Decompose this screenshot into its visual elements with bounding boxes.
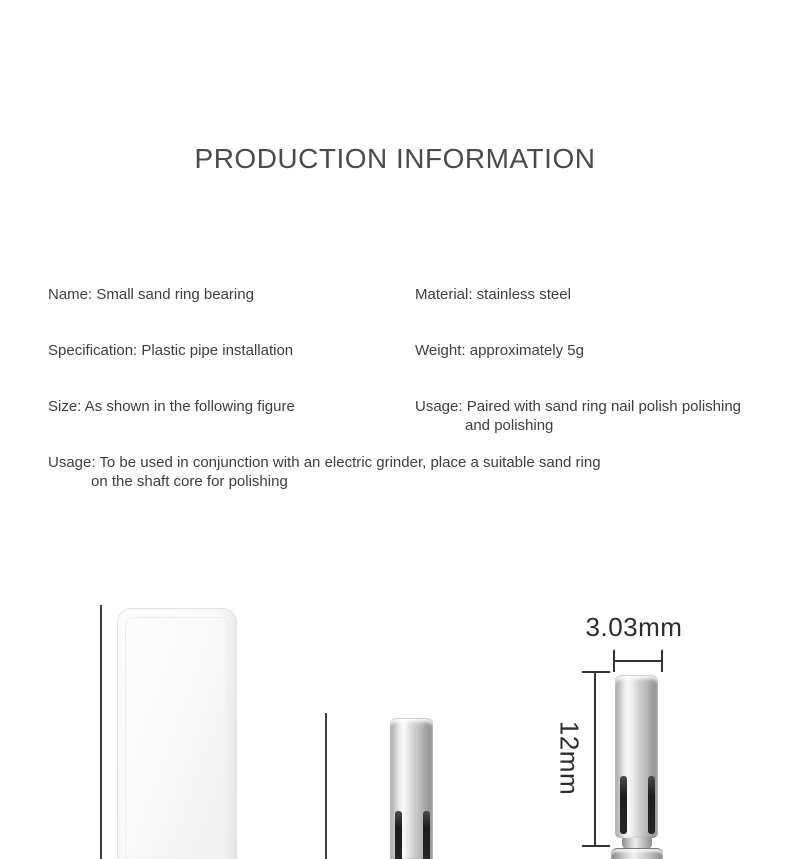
spec-weight: Weight: approximately 5g: [415, 342, 584, 359]
tube-lid-seam: [125, 617, 229, 859]
page-title: PRODUCTION INFORMATION: [194, 143, 596, 174]
product-photo-plastic-tube: [117, 608, 237, 859]
spec-usage-grinder-line1: Usage: To be used in conjunction with an electric grinder, place a suitable sand ring: [48, 454, 601, 471]
pin-slot: [423, 811, 430, 859]
pin-slot: [395, 811, 402, 859]
spec-name: Name: Small sand ring bearing: [48, 286, 254, 303]
spec-material: Material: stainless steel: [415, 286, 571, 303]
photo-divider-line-middle: [325, 713, 327, 859]
height-dimension-line: [582, 671, 610, 847]
spec-usage-pairing-line1: Usage: Paired with sand ring nail polish polishing: [415, 398, 742, 415]
product-photo-shaft-pin: [390, 718, 433, 859]
pin-base-collar: [611, 848, 663, 859]
photo-divider-line-left: [100, 605, 102, 859]
height-dimension-label: 12mm: [554, 720, 585, 796]
pin-slot: [620, 776, 627, 834]
spec-specification: Specification: Plastic pipe installation: [48, 342, 294, 359]
spec-usage-pairing-line2: and polishing: [465, 417, 554, 434]
pin-slot: [648, 776, 655, 834]
product-photo-shaft-pin-annotated: [615, 675, 658, 838]
spec-usage-grinder-line2: on the shaft core for polishing: [91, 473, 288, 490]
width-dimension-label: 3.03mm: [585, 612, 683, 642]
width-dimension-line: [613, 650, 663, 672]
spec-size: Size: As shown in the following figure: [48, 398, 295, 415]
